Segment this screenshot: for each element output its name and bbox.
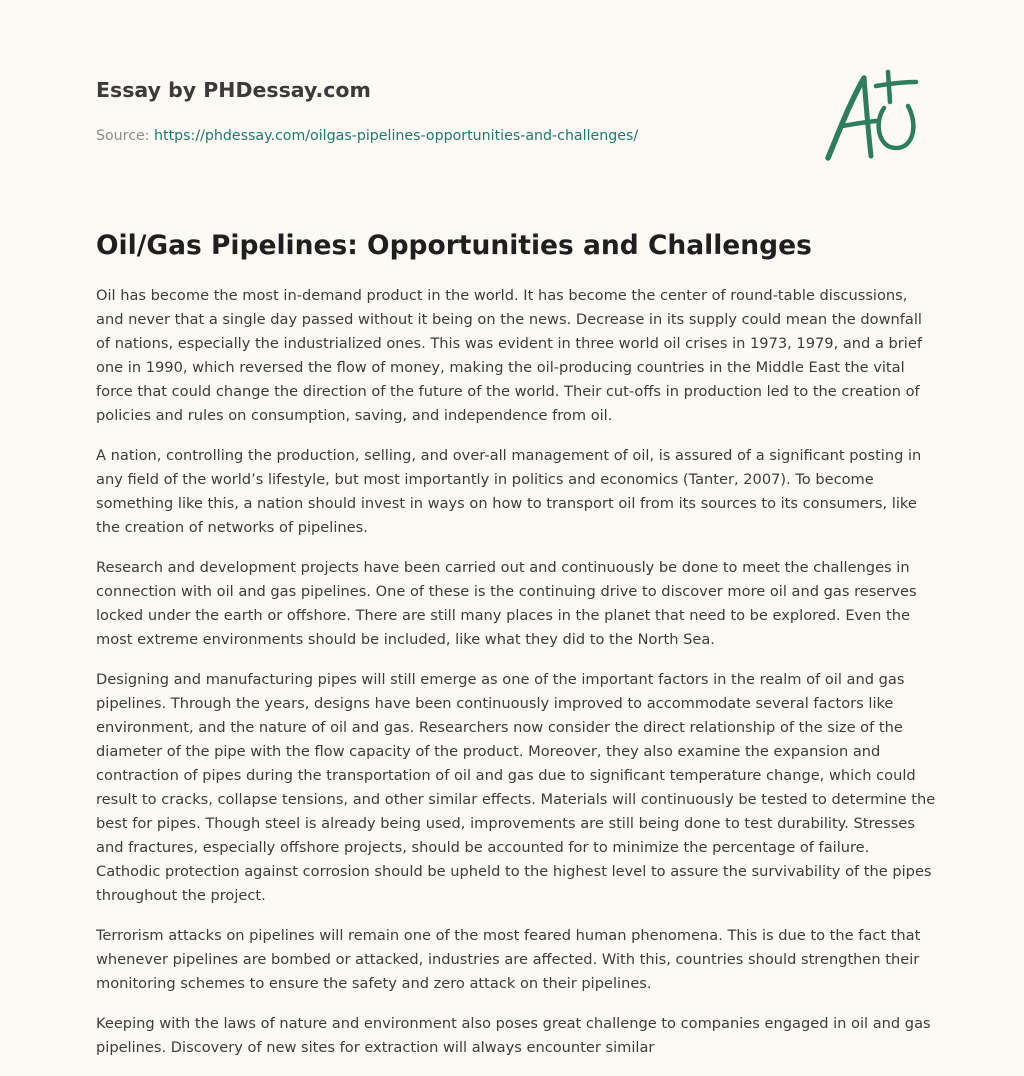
site-brand: Essay by PHDessay.com	[96, 78, 371, 102]
source-link[interactable]: https://phdessay.com/oilgas-pipelines-opportunities-and-challenges/	[154, 128, 639, 144]
page-header	[96, 76, 796, 146]
article-paragraph: Oil has become the most in-demand product in the world. It has become the center of round-table discussions, and never that a single day passed without it being on the news. Decrease in its supply could mean the downfall of nations, especially the industrialized ones. This was evident in three world oil crises in 1973, 1979, and a brief one in 1990, which reversed the flow of money, making the oil-producing countries in the Middle East the vital force that could change the direction of the future of the world. Their cut-offs in production led to the creation of policies and rules on consumption, saving, and independence from oil.	[96, 287, 922, 424]
source-label: Source:	[96, 128, 150, 144]
source-line	[96, 126, 796, 146]
a-plus-logo-icon	[818, 64, 930, 168]
article-paragraph: Keeping with the laws of nature and environment also poses great challenge to companies engaged in oil and gas pipelines. Discovery of new sites for extraction will always encounter similar	[96, 1015, 931, 1056]
article-title: Oil/Gas Pipelines: Opportunities and Challenges	[96, 230, 812, 261]
article-paragraph: Terrorism attacks on pipelines will remain one of the most feared human phenomena. This is due to the fact that whenever pipelines are bombed or attacked, industries are affected. With this, countries should strengthen their monitoring schemes to ensure the safety and zero attack on their pipelines.	[96, 927, 921, 992]
article-paragraph: A nation, controlling the production, selling, and over-all management of oil, is assured of a significant posting in any field of the world’s lifestyle, but most importantly in politics and economics (Tanter, 2007). To become something like this, a nation should invest in ways on how to transport oil from its sources to its consumers, like the creation of networks of pipelines.	[96, 447, 922, 536]
article-body	[96, 284, 938, 1076]
article-paragraph: Research and development projects have been carried out and continuously be done to meet the challenges in connection with oil and gas pipelines. One of these is the continuing drive to discover more oil and gas reserves locked under the earth or offshore. There are still many places in the planet that need to be explored. Even the most extreme environments should be included, like what they did to the North Sea.	[96, 559, 917, 648]
article-paragraph: Designing and manufacturing pipes will still emerge as one of the important factors in the realm of oil and gas pipelines. Through the years, designs have been continuously improved to accommodate several factors like environment, and the nature of oil and gas. Researchers now consider the direct relationship of the size of the diameter of the pipe with the flow capacity of the product. Moreover, they also examine the expansion and contraction of pipes during the transportation of oil and gas due to significant temperature change, which could result to cracks, collapse tensions, and other similar effects. Materials will continuously be tested to determine the best for pipes. Though steel is already being used, improvements are still being done to test durability. Stresses and fractures, especially offshore projects, should be accounted for to minimize the percentage of failure. Cathodic protection against corrosion should be upheld to the highest level to assure the survivability of the pipes throughout the project.	[96, 671, 936, 904]
